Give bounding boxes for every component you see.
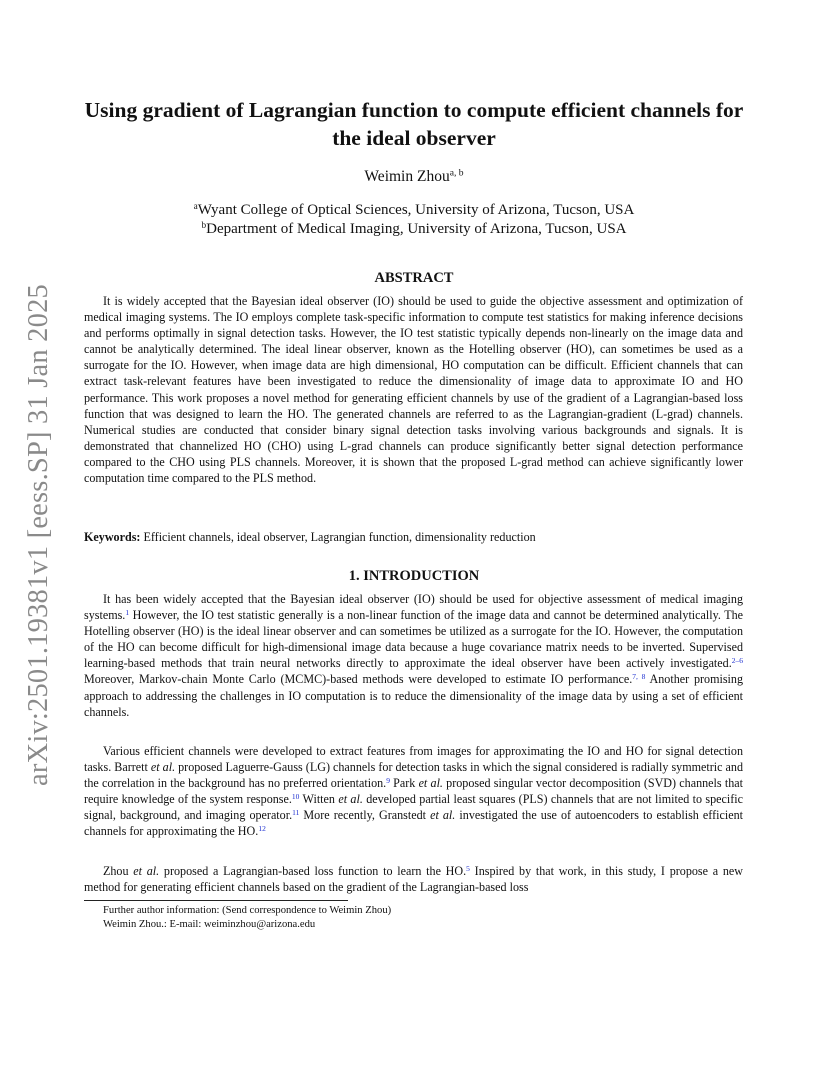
arxiv-identifier: arXiv:2501.19381v1 [eess.SP] 31 Jan 2025 [23, 284, 54, 786]
affiliation-b [80, 219, 748, 239]
text-run: proposed a Lagrangian-based loss function to learn the HO. [159, 864, 467, 878]
affiliation-text: Department of Medical Imaging, University of Arizona, Tucson, USA [206, 221, 627, 237]
text-run: Inspired by that work, in this study, I propose a new method for generating efficient channels based on the gradient of the Lagrangian-based loss [84, 864, 743, 895]
footnote-author-info: Further author information: (Send correspondence to Weimin Zhou) [103, 905, 392, 916]
citation-link[interactable]: 7, 8 [632, 672, 646, 682]
text-run: proposed Laguerre-Gauss (LG) channels for detection tasks in which the signal considered is radially symmetric and the correlation in the background has no preferred orientation. [84, 760, 743, 791]
abstract-body: It is widely accepted that the Bayesian ideal observer (IO) should be used to guide the objective assessment and optimization of medical imaging systems. The IO employs complete task-specific information to compute test statistics for making inference decisions and performs optimally in signal detection tasks. However, the IO test statistic typically depends non-linearly on the image data and cannot be analytically determined. The ideal linear observer, known as the Hotelling observer (HO), can sometimes be used as a surrogate for the IO. However, when image data are high dimensional, HO computation can be difficult. Efficient channels that can extract task-relevant features have been investigated to reduce the dimensionality of image data to approximate IO and HO performance. This work proposes a novel method for generating efficient channels by use of the gradient of a Lagrangian-based loss function that was designed to learn the HO. The generated channels are referred to as the Lagrangian-gradient (L-grad) channels. Numerical studies are conducted that consider binary signal detection tasks involving various backgrounds and signals. It is demonstrated that channelized HO (CHO) using L-grad channels can produce significantly better signal detection performance compared to the CHO using PLS channels. Moreover, it is shown that the proposed L-grad method can achieve significantly lower computation time compared to the PLS method. [84, 294, 743, 486]
affiliation-mark: b [201, 220, 207, 231]
citation-link[interactable]: 5 [466, 863, 470, 873]
text-run: developed partial least squares (PLS) channels that are not limited to specific signal, background, and imaging operator. [84, 792, 744, 823]
affiliation-mark: a [193, 201, 198, 212]
author-name: Weimin Zhou [364, 168, 450, 185]
italic-run: et al. [133, 864, 160, 878]
abstract-heading: ABSTRACT [374, 270, 454, 286]
citation-link[interactable]: 12 [258, 824, 266, 834]
text-run: However, the IO test statistic generally is a non-linear function of the image data and cannot be determined analytically. The Hotelling observer (HO) is the ideal linear observer and can sometimes be utilized as a surrogate for the IO. However, the computation of the HO can become difficult for high-dimensional image data because a huge covariance matrix needs to be inverted. Supervised learning-based methods that train neural networks directly to approximate the ideal observer have been actively investigated. [84, 608, 743, 671]
text-run: proposed singular vector decomposition (SVD) channels that require knowledge of the system response. [84, 776, 743, 807]
text-run: More recently, Granstedt [299, 808, 431, 823]
text-run: Witten [299, 792, 339, 807]
citation-link[interactable]: 1 [125, 607, 130, 617]
citation-link[interactable]: 10 [291, 792, 300, 802]
text-run: Moreover, Markov-chain Monte Carlo (MCMC)-based methods were developed to estimate IO performance. [84, 672, 633, 687]
arxiv-side-stamp [17, 284, 61, 786]
text-run: Zhou [103, 864, 134, 878]
text-run: Various efficient channels were developed to extract features from images for approximating the IO and HO for signal detection tasks. Barrett [84, 744, 743, 775]
text-run: It has been widely accepted that the Bayesian ideal observer (IO) should be used for objective assessment of medical imaging systems. [84, 592, 743, 623]
introduction-paragraph-2 [84, 743, 743, 840]
affiliation-a [80, 200, 748, 220]
footnote-email: Weimin Zhou.: E-mail: weiminzhou@arizona.edu [103, 919, 316, 930]
text-run: investigated the use of autoencoders to establish efficient channels for approximating the HO. [84, 808, 743, 839]
introduction-paragraph-3 [84, 863, 743, 895]
introduction-heading: 1. INTRODUCTION [348, 568, 480, 584]
italic-run: et al. [150, 760, 176, 775]
keywords-line [84, 529, 744, 545]
author-line [80, 167, 748, 187]
keywords-text: Efficient channels, ideal observer, Lagrangian function, dimensionality reduction [143, 530, 536, 544]
introduction-paragraph-1 [84, 591, 743, 720]
citation-link[interactable]: 9 [386, 776, 390, 786]
italic-run: et al. [430, 808, 456, 823]
author-affiliation-marks: a, b [449, 167, 464, 179]
citation-link[interactable]: 11 [292, 808, 300, 818]
keywords-label: Keywords: [84, 530, 141, 544]
affiliation-text: Wyant College of Optical Sciences, University of Arizona, Tucson, USA [197, 202, 635, 218]
italic-run: et al. [338, 792, 363, 807]
text-run: Park [389, 776, 419, 791]
citation-link[interactable]: 2–6 [731, 656, 743, 666]
footnote-divider [84, 900, 348, 901]
paper-title: Using gradient of Lagrangian function to compute efficient channels for the ideal observer [84, 98, 744, 150]
text-run: Another promising approach to addressing the challenges in IO computation is to reduce the dimensionality of the image data by using a set of efficient channels. [84, 672, 744, 719]
italic-run: et al. [418, 776, 443, 791]
